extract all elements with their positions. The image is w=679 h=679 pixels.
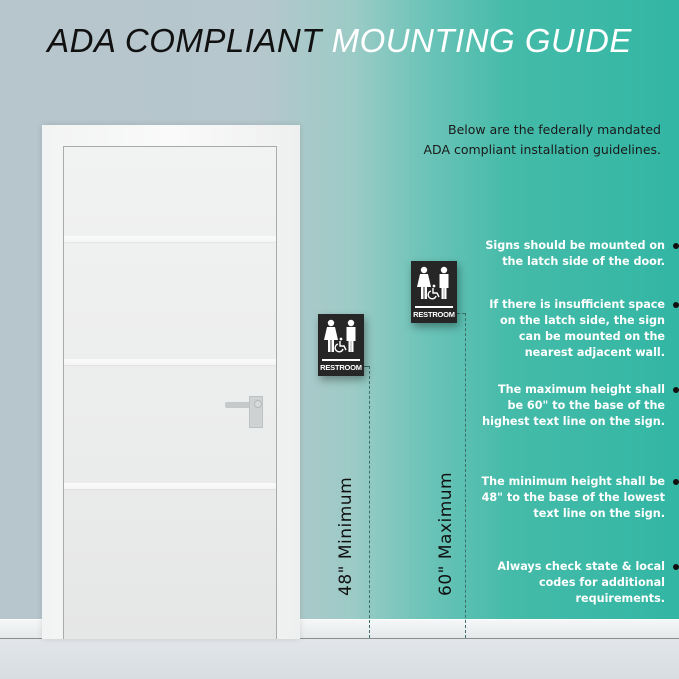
minimum-height-label: 48" Minimum xyxy=(336,476,356,596)
sign-divider xyxy=(415,306,453,308)
bullet-dot-icon xyxy=(673,387,679,393)
floor xyxy=(0,639,679,679)
guideline-text: Always check state & local codes for additional requirements. xyxy=(497,560,665,605)
intro-line-2: ADA compliant installation guidelines. xyxy=(423,142,661,157)
guideline-item xyxy=(479,559,679,607)
restroom-sign-maximum xyxy=(411,261,457,323)
sign-divider xyxy=(322,359,360,361)
door xyxy=(63,146,277,639)
intro-line-1: Below are the federally mandated xyxy=(448,122,661,137)
sign-label: RESTROOM xyxy=(320,363,362,372)
guideline-text: The minimum height shall be 48" to the base of the lowest text line on the sign. xyxy=(481,475,665,520)
page-title xyxy=(0,22,679,60)
min-height-line xyxy=(369,366,370,638)
sign-label: RESTROOM xyxy=(413,310,455,319)
maximum-height-label: 60" Maximum xyxy=(436,471,456,596)
guideline-item xyxy=(479,382,679,430)
door-groove xyxy=(64,483,276,489)
restroom-sign-minimum xyxy=(318,314,364,376)
guideline-text: Signs should be mounted on the latch side of the door. xyxy=(485,239,665,268)
max-height-connector xyxy=(457,313,465,314)
guideline-text: The maximum height shall be 60" to the base of the highest text line on the sign. xyxy=(482,383,665,428)
bullet-dot-icon xyxy=(673,564,679,570)
title-part-light: MOUNTING GUIDE xyxy=(331,22,632,59)
door-groove xyxy=(64,236,276,242)
guideline-item xyxy=(479,238,679,270)
guideline-text: If there is insufficient space on the latch side, the sign can be mounted on the nearest adjacent wall. xyxy=(489,298,665,359)
bullet-dot-icon xyxy=(673,302,679,308)
guideline-item xyxy=(479,474,679,522)
restroom-accessible-icon xyxy=(318,318,364,356)
bullet-dot-icon xyxy=(673,243,679,249)
max-height-line xyxy=(465,313,466,638)
door-groove xyxy=(64,359,276,365)
bullet-dot-icon xyxy=(673,479,679,485)
guideline-item xyxy=(479,297,679,361)
title-part-dark: ADA COMPLIANT xyxy=(47,22,332,59)
restroom-accessible-icon xyxy=(411,265,457,303)
intro-text xyxy=(401,120,661,160)
door-handle-knob xyxy=(254,400,262,408)
